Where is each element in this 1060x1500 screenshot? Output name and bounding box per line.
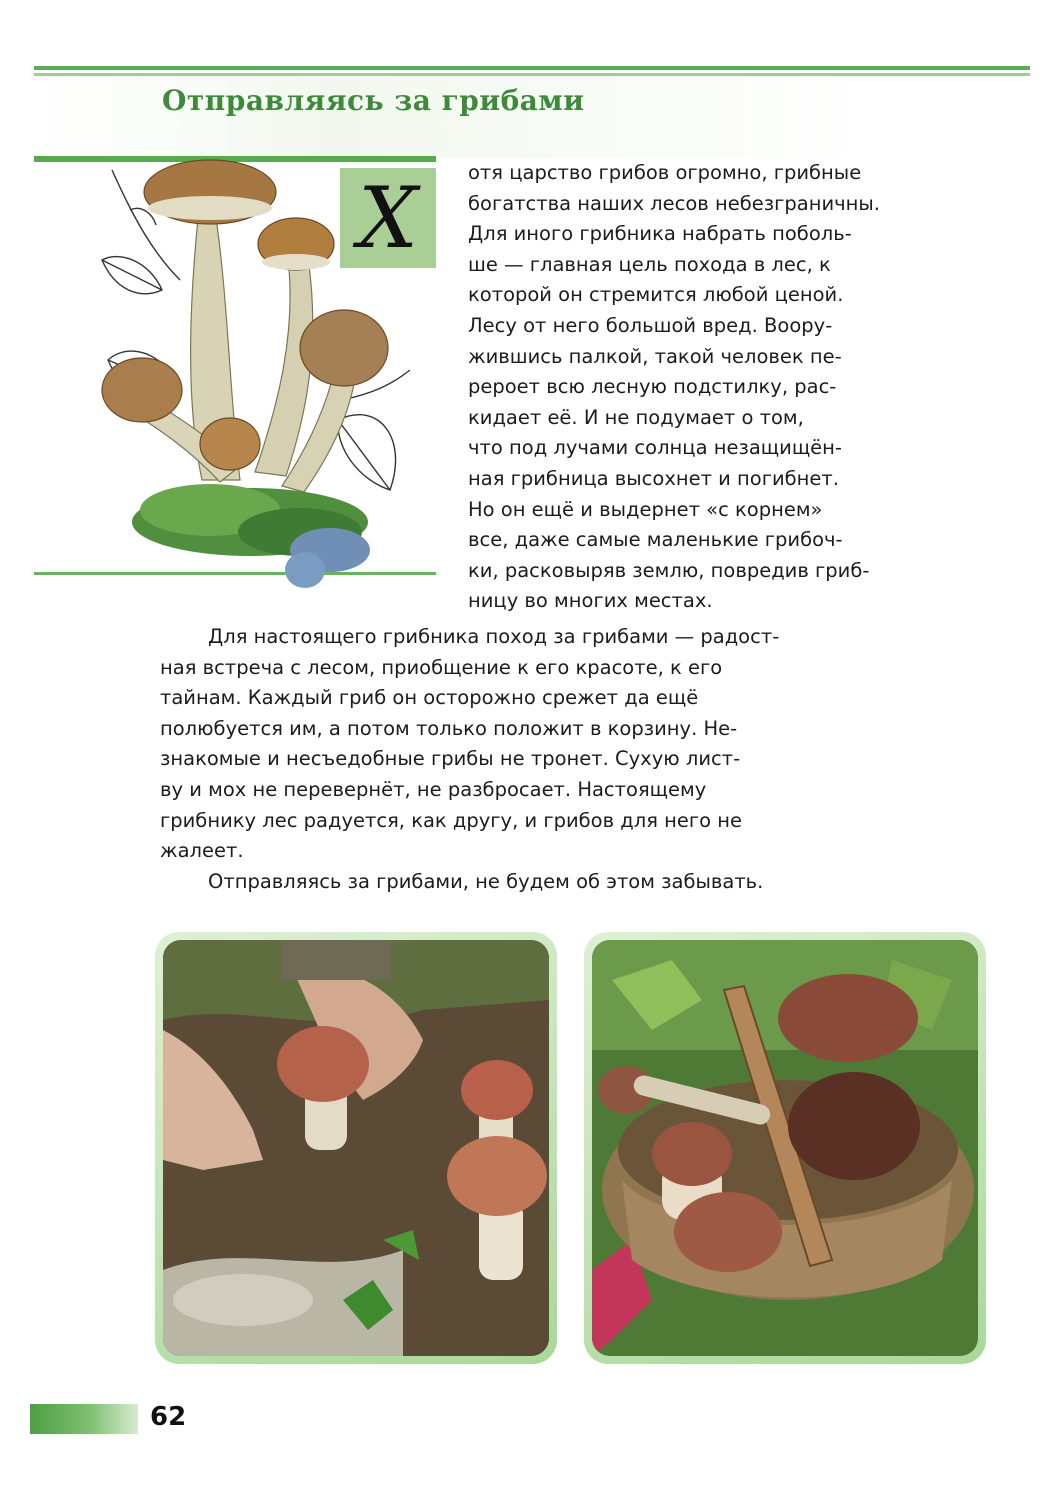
text-line: что под лучами солнца незащищён-	[468, 436, 842, 460]
text-line: богатства наших лесов небезграничны.	[468, 191, 880, 215]
text-line: ше — главная цель похода в лес, к	[468, 252, 831, 276]
text-line: знакомые и несъедобные грибы не тронет. Сухую лист-	[160, 747, 741, 771]
text-line: Для настоящего грибника поход за грибами — радост-	[208, 625, 780, 648]
text-line: отя царство грибов огромно, грибные	[468, 161, 862, 184]
text-line: ная грибница высохнет и погибнет.	[468, 466, 839, 490]
drop-cap: Х	[340, 168, 436, 268]
text-line: полюбуется им, а потом только положит в корзину. Не-	[160, 716, 738, 740]
footer-accent-bar	[30, 1404, 138, 1434]
text-line: жившись палкой, такой человек пе-	[468, 344, 842, 368]
text-line: грибнику лес радуется, как другу, и грибов для него не	[160, 808, 743, 832]
photo-cutting-mushroom	[155, 932, 557, 1364]
page-number: 62	[150, 1402, 187, 1432]
body-text	[160, 622, 992, 897]
text-line: ки, расковыряв землю, повредив гриб-	[468, 558, 870, 582]
text-line: кидает её. И не подумает о том,	[468, 405, 804, 429]
text-line: все, даже самые маленькие грибоч-	[468, 528, 843, 552]
cutting-mushroom-photo	[163, 940, 549, 1356]
text-line: которой он стремится любой ценой.	[468, 283, 844, 307]
text-line: жалеет.	[160, 839, 244, 863]
photo-mushroom-basket	[584, 932, 986, 1364]
text-line: ву и мох не перевернёт, не разбросает. Настоящему	[160, 777, 707, 801]
text-line: рероет всю лесную подстилку, рас-	[468, 375, 837, 399]
text-line: Отправляясь за грибами, не будем об этом забывать.	[208, 869, 764, 893]
text-line: Но он ещё и выдернет «с корнем»	[468, 497, 823, 521]
mushroom-basket-photo	[592, 940, 978, 1356]
text-line: Лесу от него большой вред. Воору-	[468, 313, 833, 337]
text-line: ницу во многих местах.	[468, 589, 713, 613]
page-title: Отправляясь за грибами	[162, 84, 585, 117]
intro-paragraph	[468, 158, 996, 617]
text-line: ная встреча с лесом, приобщение к его красоте, к его	[160, 655, 723, 679]
text-line: тайнам. Каждый гриб он осторожно срежет да ещё	[160, 686, 699, 710]
top-rule	[34, 66, 1030, 78]
text-line: Для иного грибника набрать поболь-	[468, 222, 852, 246]
